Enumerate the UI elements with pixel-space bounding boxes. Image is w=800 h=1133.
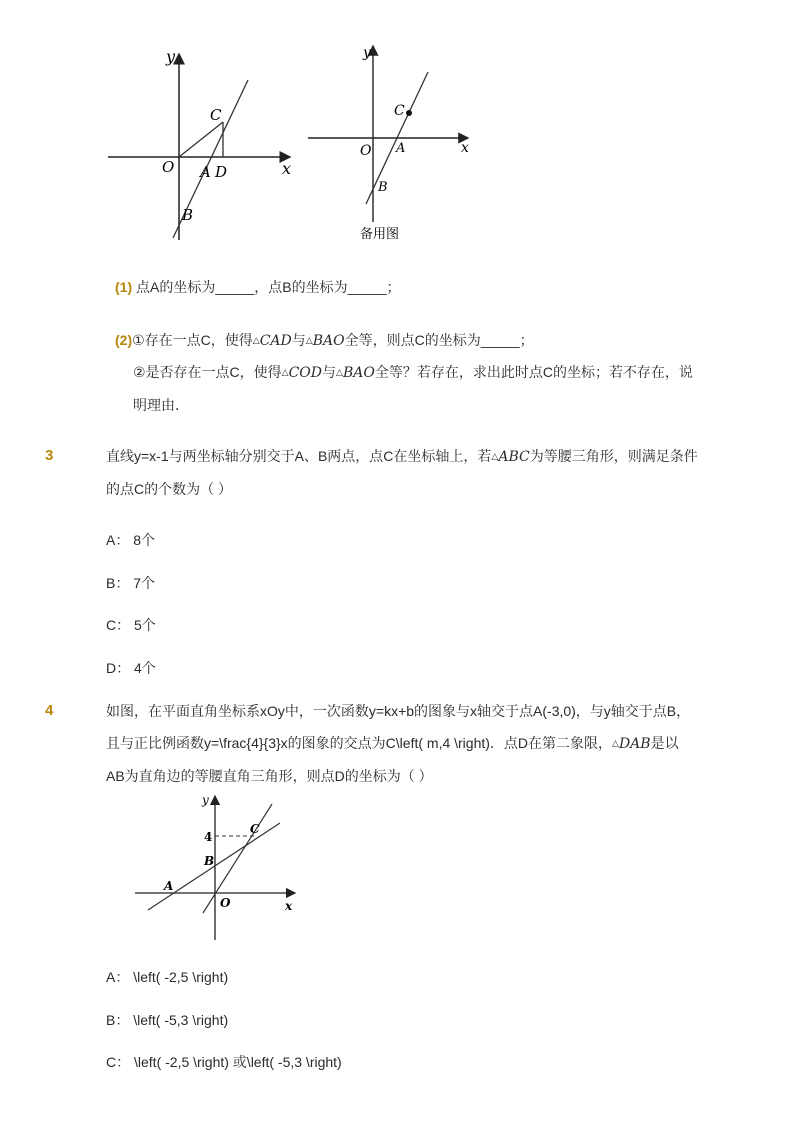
q3-stem-line2: 的点C的个数为（ ） (106, 481, 232, 497)
triangle-symbol: △ (336, 367, 343, 377)
point-c (406, 110, 412, 116)
triangle-symbol: △ (281, 367, 289, 377)
y-axis-label: y (202, 793, 209, 807)
q4-option-b[interactable]: B： \left( -5,3 \right) (106, 1012, 229, 1028)
math-abc: ABC (498, 449, 530, 465)
math-bao: BAO (312, 333, 345, 349)
tick-4-label: 4 (204, 830, 213, 844)
point-a-label: A (396, 141, 406, 156)
text: 全等？若存在，求出此时点C的坐标；若不存在，说 (374, 364, 693, 380)
triangle-symbol: △ (305, 335, 313, 345)
point-b-label: B (378, 180, 388, 195)
text: 且与正比例函数y=\frac{4}{3}x的图象的交点为C\left( m,4 \right)．点D在第二象限， (106, 735, 613, 751)
q2-part2-line1 (115, 330, 534, 351)
point-o-label: O (360, 143, 372, 159)
point-a-label: A (200, 163, 211, 181)
math-bao: BAO (342, 365, 375, 381)
math-cod: COD (288, 365, 323, 381)
q2-part1 (115, 277, 401, 297)
text: 全等，则点C的坐标为_____； (344, 332, 534, 348)
point-c-label: C (210, 106, 222, 124)
triangle-symbol: △ (252, 335, 260, 345)
q4-stem-line1: 如图，在平面直角坐标系xOy中，一次函数y=kx+b的图象与x轴交于点A(-3,0)，与y轴交于点B， (106, 703, 691, 719)
triangle-symbol: △ (612, 738, 619, 748)
x-axis-label: x (282, 159, 292, 178)
figure-1 (100, 40, 300, 250)
point-a-label: A (164, 879, 174, 893)
q3-option-b[interactable]: B： 7个 (106, 575, 156, 591)
q2-part1-number: (1) (115, 279, 133, 295)
point-d-label: D (215, 163, 228, 181)
point-o-label: O (220, 896, 231, 910)
text: ①存在一点C，使得 (132, 332, 253, 348)
y-axis-label: y (166, 47, 176, 66)
math-cad: CAD (259, 333, 292, 349)
q4-stem-line2 (106, 733, 679, 754)
text: 直线y=x-1与两坐标轴分别交于A、B两点，点C在坐标轴上，若 (106, 448, 492, 464)
point-b-label: B (182, 206, 194, 224)
q2-part2-line2 (133, 362, 693, 383)
q4-figure (130, 790, 310, 945)
q4-number: 4 (45, 702, 54, 719)
triangle-symbol: △ (491, 451, 499, 461)
figure-caption: 备用图 (360, 227, 400, 242)
x-axis-label: x (461, 140, 469, 156)
point-b-label: B (204, 854, 215, 868)
text: ②是否存在一点C，使得 (133, 364, 282, 380)
q2-part1-text: 点A的坐标为_____，点B的坐标为_____； (136, 279, 401, 295)
text: 与 (291, 332, 306, 348)
q4-option-a[interactable]: A： \left( -2,5 \right) (106, 969, 229, 985)
point-c-label: C (394, 103, 405, 119)
math-dab: DAB (618, 736, 651, 752)
q3-number: 3 (45, 447, 54, 464)
q3-stem-line1 (106, 446, 698, 467)
q2-part2-line3: 明理由． (133, 397, 189, 413)
segment-oc (179, 122, 223, 157)
q4-stem-line3: AB为直角边的等腰直角三角形，则点D的坐标为（ ） (106, 768, 433, 784)
q3-option-c[interactable]: C： 5个 (106, 617, 156, 633)
q2-part2-number: (2) (115, 332, 133, 348)
figure-2 (300, 40, 490, 250)
q3-option-d[interactable]: D： 4个 (106, 660, 156, 676)
q4-option-c[interactable]: C： \left( -2,5 \right) 或\left( -5,3 \right) (106, 1054, 342, 1070)
point-c-label: C (250, 822, 260, 836)
text: 与 (322, 364, 337, 380)
x-axis-label: x (285, 899, 293, 913)
y-axis-label: y (363, 45, 371, 61)
point-o-label: O (162, 158, 175, 176)
q3-option-a[interactable]: A： 8个 (106, 532, 156, 548)
text: 为等腰三角形，则满足条件 (529, 448, 698, 464)
text: 是以 (650, 735, 679, 751)
